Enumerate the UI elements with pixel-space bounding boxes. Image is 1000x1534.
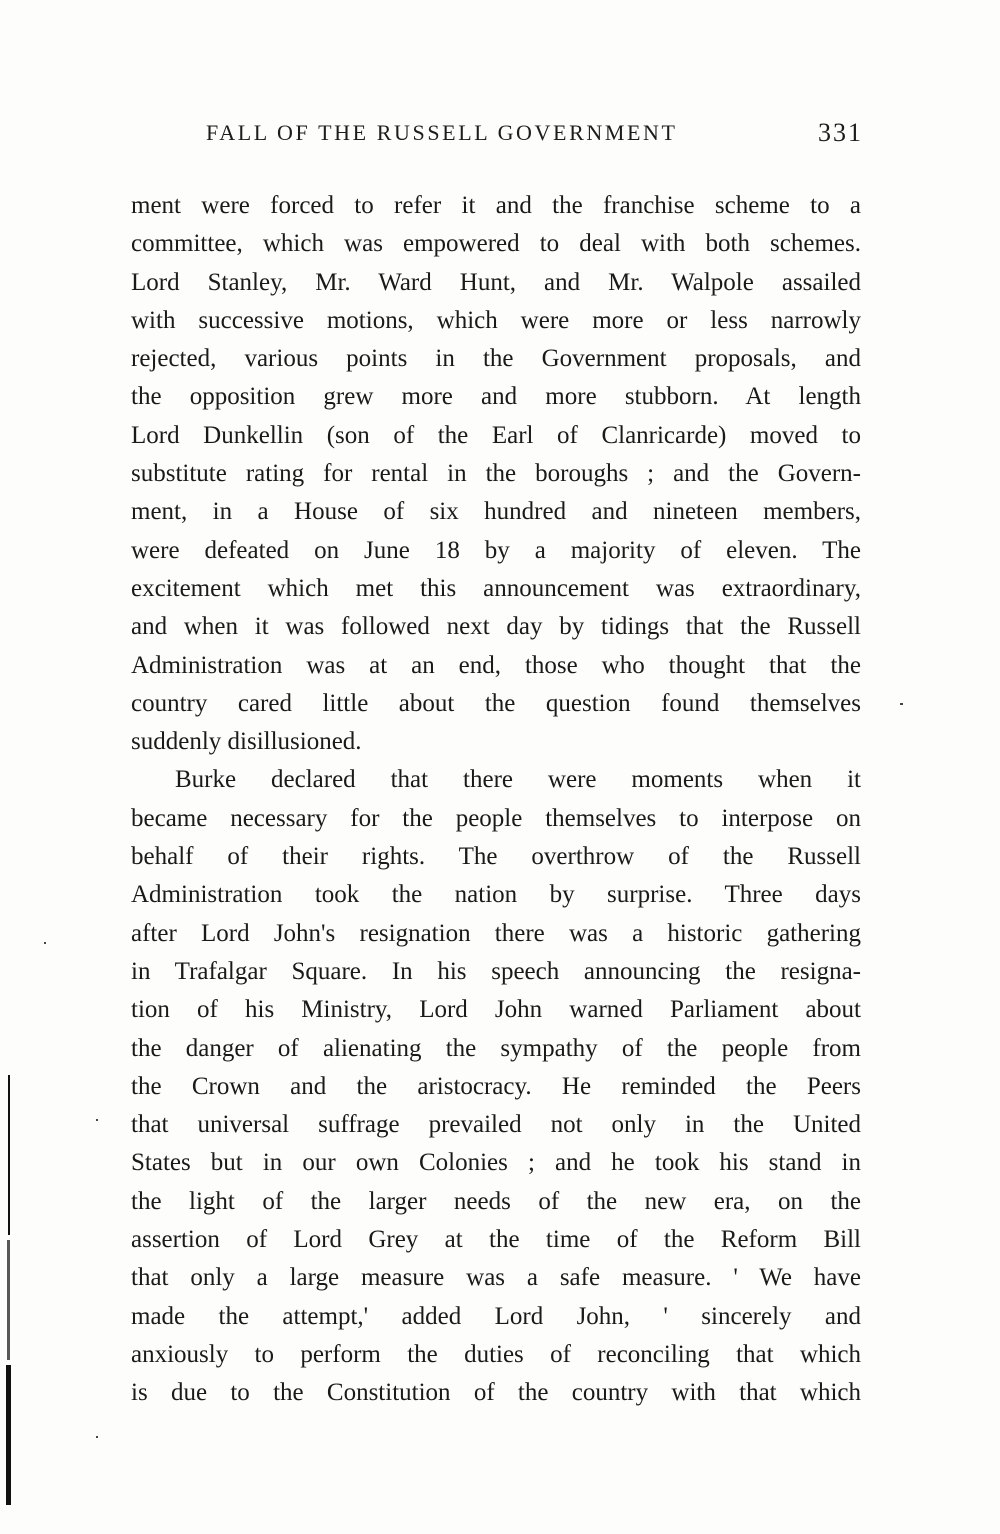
page-number: 331 (818, 118, 863, 147)
scan-edge-artifact (4, 1075, 16, 1505)
scan-speck (44, 942, 46, 944)
text-line: is due to the Constitution of the country with that which (131, 1379, 861, 1407)
paragraph-1 (131, 187, 861, 761)
scan-speck (96, 1436, 98, 1438)
running-title: FALL OF THE RUSSELL GOVERNMENT (206, 120, 678, 145)
text-line: and when it was followed next day by tidings that the Russell (131, 613, 861, 641)
text-line: the danger of alienating the sympathy of the people from (131, 1034, 861, 1062)
text-line: the Crown and the aristocracy. He reminded the Peers (131, 1072, 861, 1100)
text-line: Lord Stanley, Mr. Ward Hunt, and Mr. Walpole assailed (131, 268, 861, 296)
text-line: substitute rating for rental in the boroughs ; and the Govern- (131, 460, 861, 488)
text-line: Burke declared that there were moments when it (175, 766, 861, 794)
text-line: were defeated on June 18 by a majority of eleven. The (131, 536, 861, 564)
text-line: became necessary for the people themselves to interpose on (131, 804, 861, 832)
scan-speck (96, 1119, 98, 1121)
text-line: excitement which met this announcement was extraordinary, (131, 574, 861, 602)
text-line: States but in our own Colonies ; and he took his stand in (131, 1149, 861, 1177)
text-line: committee, which was empowered to deal with both schemes. (131, 230, 861, 258)
text-line: that only a large measure was a safe measure. ' We have (131, 1264, 861, 1292)
text-line: that universal suffrage prevailed not only in the United (131, 1111, 861, 1139)
text-line: anxiously to perform the duties of reconciling that which (131, 1340, 861, 1368)
text-line: rejected, various points in the Government proposals, and (131, 345, 861, 373)
text-line: the opposition grew more and more stubborn. At length (131, 383, 861, 411)
text-line: country cared little about the question found themselves (131, 689, 861, 717)
text-line: after Lord John's resignation there was a historic gathering (131, 919, 861, 947)
text-line: in Trafalgar Square. In his speech announcing the resigna- (131, 957, 861, 985)
text-line: suddenly disillusioned. (131, 728, 362, 756)
text-line: behalf of their rights. The overthrow of the Russell (131, 843, 861, 871)
text-line: Administration took the nation by surprise. Three days (131, 881, 861, 909)
text-line: made the attempt,' added Lord John, ' sincerely and (131, 1302, 861, 1330)
text-line: with successive motions, which were more or less narrowly (131, 306, 861, 334)
paragraph-2 (131, 761, 861, 1412)
scan-speck (900, 703, 903, 705)
text-line: assertion of Lord Grey at the time of the Reform Bill (131, 1226, 861, 1254)
text-line: ment were forced to refer it and the franchise scheme to a (131, 192, 861, 219)
text-line: Lord Dunkellin (son of the Earl of Clanricarde) moved to (131, 421, 861, 449)
text-line: the light of the larger needs of the new era, on the (131, 1187, 861, 1215)
text-line: tion of his Ministry, Lord John warned Parliament about (131, 996, 861, 1024)
body-text (131, 187, 861, 1413)
text-line: Administration was at an end, those who thought that the (131, 651, 861, 679)
running-head (131, 120, 863, 154)
text-line: ment, in a House of six hundred and nineteen members, (131, 498, 861, 526)
